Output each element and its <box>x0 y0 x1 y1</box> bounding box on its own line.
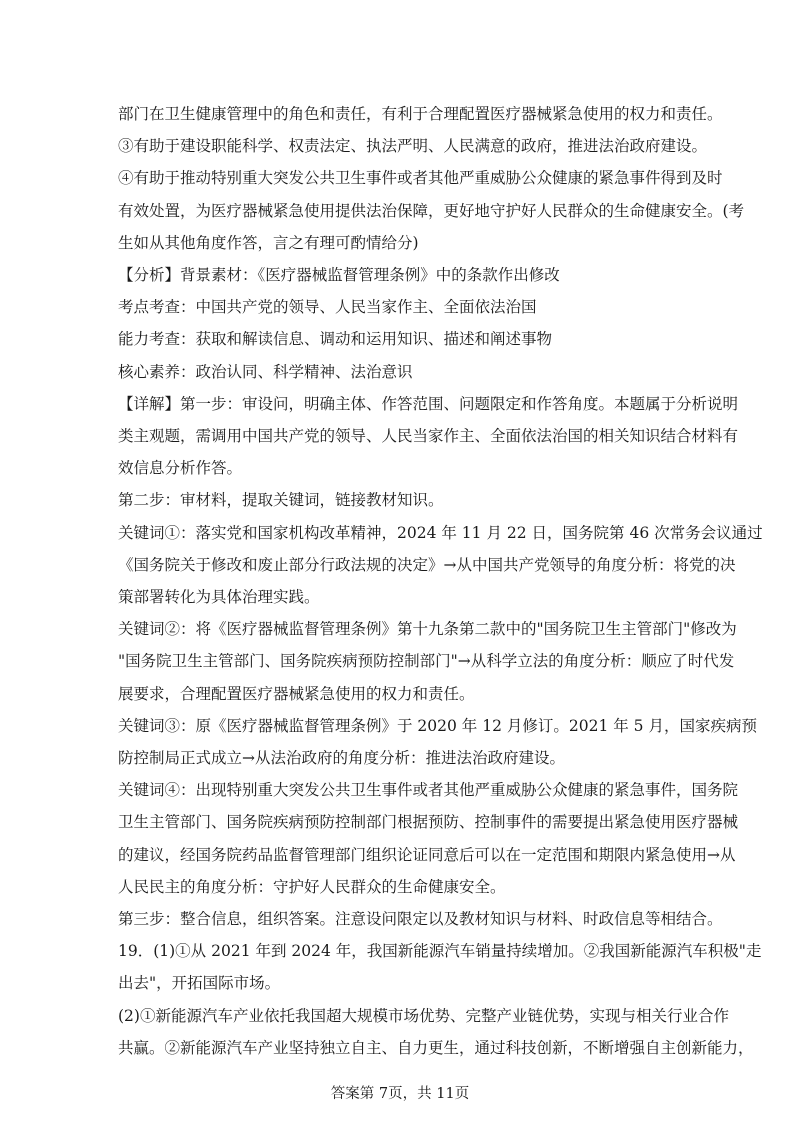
text-line: 策部署转化为具体治理实践。 <box>118 588 320 607</box>
text-line: 防控制局正式成立→从法治政府的角度分析：推进法治政府建设。 <box>118 749 565 768</box>
text-line: 第三步：整合信息，组织答案。注意设问限定以及教材知识与材料、时政信息等相结合。 <box>118 910 723 929</box>
text-line: 关键词①：落实党和国家机构改革精神，2024 年 11 月 22 日，国务院第 46 次常务会议通过 <box>118 523 763 542</box>
text-line: 能力考查：获取和解读信息、调动和运用知识、描述和阐述事物 <box>118 330 553 349</box>
text-line: 的建议，经国务院药品监督管理部门组织论证同意后可以在一定范围和期限内紧急使用→从 <box>118 845 736 864</box>
text-line: 《国务院关于修改和废止部分行政法规的决定》→从中国共产党领导的角度分析：将党的决 <box>118 555 736 574</box>
text-line: 共赢。②新能源汽车产业坚持独立自主、自力更生，通过科技创新，不断增强自主创新能力， <box>118 1038 754 1057</box>
detail-heading-line: 【详解】第一步：审设问，明确主体、作答范围、问题限定和作答角度。本题属于分析说明 <box>118 394 739 413</box>
text-line: 部门在卫生健康管理中的角色和责任，有利于合理配置医疗器械紧急使用的权力和责任。 <box>118 105 723 123</box>
text-line: ④有助于推动特别重大突发公共卫生事件或者其他严重威胁公众健康的紧急事件得到及时 <box>118 169 723 188</box>
page-footer: 答案第 7页，共 11页 <box>330 1086 470 1102</box>
text-line: 出去"，开拓国际市场。 <box>118 974 281 993</box>
text-line: 生如从其他角度作答，言之有理可酌情给分) <box>118 233 419 252</box>
text-line: 关键词④：出现特别重大突发公共卫生事件或者其他严重威胁公众健康的紧急事件，国务院 <box>118 781 739 800</box>
text-line: 关键词②：将《医疗器械监督管理条例》第十九条第二款中的"国务院卫生主管部门"修改为 <box>118 620 737 639</box>
text-line: 有效处置，为医疗器械紧急使用提供法治保障，更好地守护好人民群众的生命健康安全。(考 <box>118 201 745 220</box>
text-line: 效信息分析作答。 <box>118 459 243 478</box>
text-line: 类主观题，需调用中国共产党的领导、人民当家作主、全面依法治国的相关知识结合材料有 <box>118 427 739 446</box>
text-line: "国务院卫生主管部门、国务院疾病预防控制部门"→从科学立法的角度分析：顺应了时代发 <box>118 652 735 671</box>
text-line: 展要求，合理配置医疗器械紧急使用的权力和责任。 <box>118 684 475 703</box>
text-line: 核心素养：政治认同、科学精神、法治意识 <box>118 362 413 381</box>
text-line: 卫生主管部门、国务院疾病预防控制部门根据预防、控制事件的需要提出紧急使用医疗器械 <box>118 813 739 832</box>
text-line: 人民民主的角度分析：守护好人民群众的生命健康安全。 <box>118 877 506 896</box>
text-line: (2)①新能源汽车产业依托我国超大规模市场优势、完整产业链优势，实现与相关行业合作 <box>118 1006 729 1025</box>
text-line: 关键词③：原《医疗器械监督管理条例》于 2020 年 12 月修订。2021 年 5 月，国家疾病预 <box>118 716 757 735</box>
analysis-heading-line: 【分析】背景素材：《医疗器械监督管理条例》中的条款作出修改 <box>118 266 560 285</box>
text-line: 第二步：审材料，提取关键词，链接教材知识。 <box>118 491 444 510</box>
text-line: ③有助于建设职能科学、权责法定、执法严明、人民满意的政府，推进法治政府建设。 <box>118 137 708 156</box>
question-19-line: 19．(1)①从 2021 年到 2024 年，我国新能源汽车销量持续增加。②我国新能源汽车积极"走 <box>118 942 762 961</box>
answer-page-body <box>118 98 763 1064</box>
text-line: 考点考查：中国共产党的领导、人民当家作主、全面依法治国 <box>118 298 537 317</box>
